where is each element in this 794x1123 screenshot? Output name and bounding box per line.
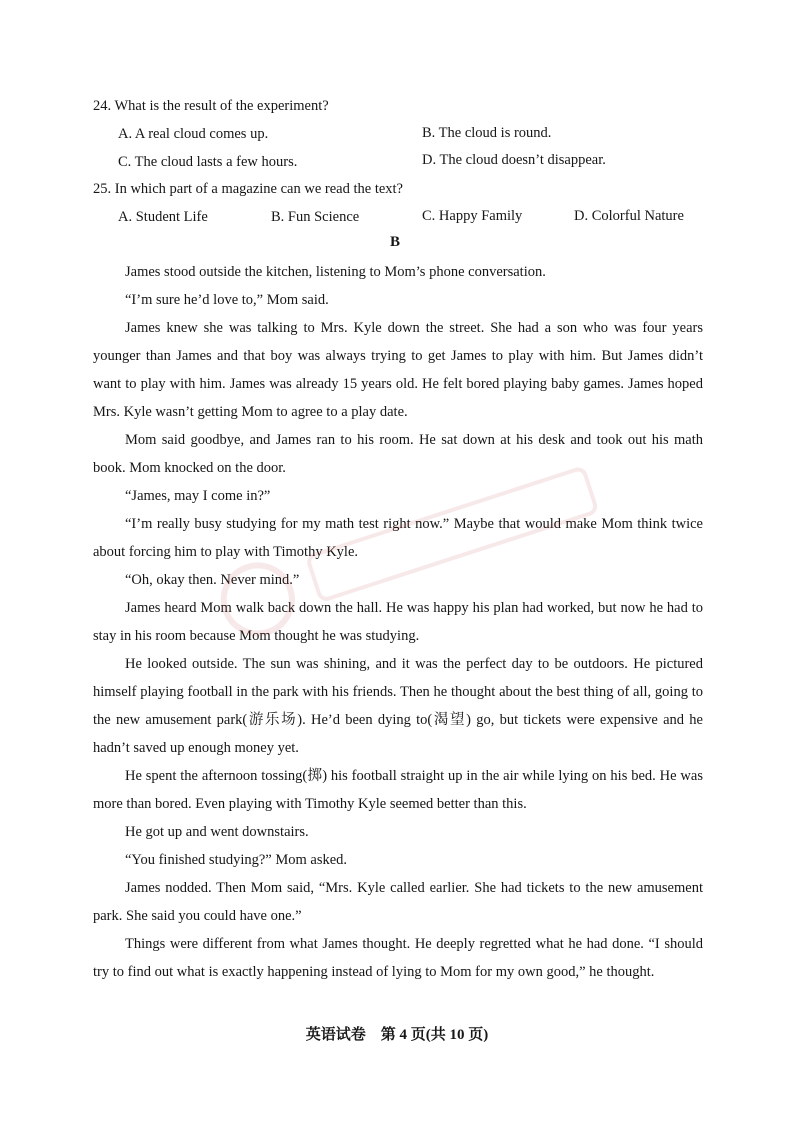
q25-option-d: D. Colorful Nature xyxy=(574,208,684,224)
passage-paragraph: Things were different from what James thought. He deeply regretted what he had done. “I should try to find out what is exactly happening instead of lying to Mom for my own good,” he thought. xyxy=(93,936,703,980)
q25-option-c: C. Happy Family xyxy=(422,208,523,224)
q25-option-a: A. Student Life xyxy=(118,209,208,225)
passage-paragraph: “Oh, okay then. Never mind.” xyxy=(125,572,300,588)
passage-paragraph: James heard Mom walk back down the hall. He was happy his plan had worked, but now he had to stay in his room because Mom thought he was studying. xyxy=(93,600,703,644)
question-24: 24. What is the result of the experiment? xyxy=(93,98,329,114)
passage-paragraph: He got up and went downstairs. xyxy=(125,824,309,840)
q25-option-b: B. Fun Science xyxy=(271,209,360,225)
passage-paragraph: James stood outside the kitchen, listening to Mom’s phone conversation. xyxy=(125,264,546,280)
passage-paragraph: “I’m sure he’d love to,” Mom said. xyxy=(125,292,329,308)
question-25: 25. In which part of a magazine can we read the text? xyxy=(93,181,403,197)
passage-paragraph: He spent the afternoon tossing(掷) his football straight up in the air while lying on his bed. He was more than bored. Even playing with Timothy Kyle seemed better than this. xyxy=(93,768,703,812)
section-heading-b: B xyxy=(390,234,401,250)
passage-paragraph: “You finished studying?” Mom asked. xyxy=(125,852,348,868)
passage-paragraph: He looked outside. The sun was shining, and it was the perfect day to be outdoors. He pictured himself playing football in the park with his friends. Then he thought about the best thing of all, going to the new amusement park(游乐场). He’d been dying to(渴望) go, but tickets were expensive and he hadn’t saved up enough money yet. xyxy=(93,656,703,756)
q24-option-c: C. The cloud lasts a few hours. xyxy=(118,154,298,170)
passage-paragraph: James nodded. Then Mom said, “Mrs. Kyle called earlier. She had tickets to the new amusement park. She said you could have one.” xyxy=(93,880,703,924)
passage-paragraph: Mom said goodbye, and James ran to his room. He sat down at his desk and took out his math book. Mom knocked on the door. xyxy=(93,432,703,476)
q24-option-d: D. The cloud doesn’t disappear. xyxy=(422,152,606,168)
passage-paragraph: “I’m really busy studying for my math test right now.” Maybe that would make Mom think twice about forcing him to play with Timothy Kyle. xyxy=(93,516,703,560)
q24-option-b: B. The cloud is round. xyxy=(422,125,552,141)
passage-paragraph: “James, may I come in?” xyxy=(125,488,271,504)
q24-option-a: A. A real cloud comes up. xyxy=(118,126,269,142)
page-footer: 英语试卷 第 4 页(共 10 页) xyxy=(305,1027,489,1043)
passage-paragraph: James knew she was talking to Mrs. Kyle down the street. She had a son who was four years younger than James and that boy was always trying to get James to play with him. But James didn’t want to play with him. James was already 15 years old. He felt bored playing baby games. James hoped Mrs. Kyle wasn’t getting Mom to agree to a play date. xyxy=(93,320,703,420)
